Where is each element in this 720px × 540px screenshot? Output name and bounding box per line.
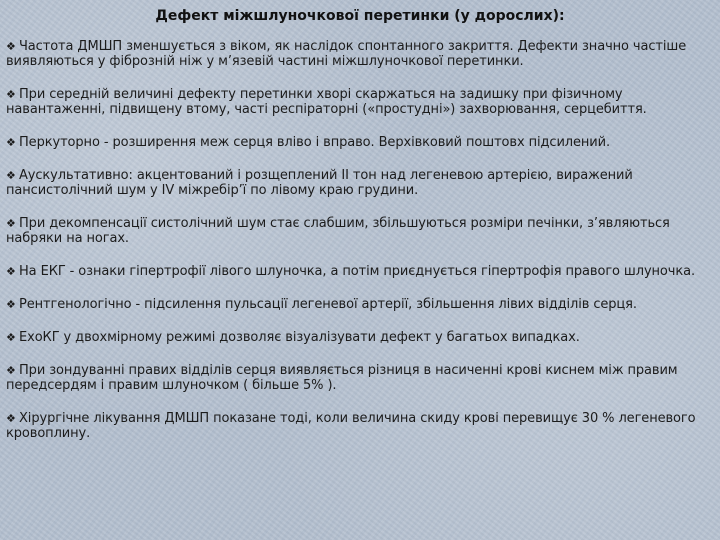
list-item-text: Перкуторно - розширення меж серця вліво і вправо. Верхівковий поштовх підсилений. <box>19 135 611 150</box>
diamond-star-bullet-icon: ❖ <box>6 136 16 149</box>
list-item <box>6 411 710 441</box>
diamond-star-bullet-icon: ❖ <box>6 298 16 311</box>
diamond-star-bullet-icon: ❖ <box>6 364 16 377</box>
list-item-text: Рентгенологічно - підсилення пульсації легеневої артерії, збільшення лівих відділів серця. <box>19 297 637 312</box>
list-item <box>6 216 710 246</box>
list-item <box>6 87 710 117</box>
list-item-text: Хірургічне лікування ДМШП показане тоді, коли величина скиду крові перевищує 30 % легеневого кровоплину. <box>6 411 696 441</box>
list-item-text: При зондуванні правих відділів серця виявляється різниця в насиченні крові киснем між правим передсердям і правим шлуночком ( більше 5% ). <box>6 363 678 393</box>
list-item-text: Частота ДМШП зменшується з віком, як наслідок спонтанного закриття. Дефекти значно частіше виявляються у фіброзній ніж у м’язевій частині міжшлуночкової перетинки. <box>6 39 687 69</box>
list-item-text: На ЕКГ - ознаки гіпертрофії лівого шлуночка, а потім приєднується гіпертрофія правого шлуночка. <box>19 264 696 279</box>
diamond-star-bullet-icon: ❖ <box>6 88 16 101</box>
list-item <box>6 39 710 69</box>
diamond-star-bullet-icon: ❖ <box>6 217 16 230</box>
list-item <box>6 168 710 198</box>
list-item <box>6 330 710 345</box>
diamond-star-bullet-icon: ❖ <box>6 169 16 182</box>
list-item-text: ЕхоКГ у двохмірному режимі дозволяє візуалізувати дефект у багатьох випадках. <box>19 330 580 345</box>
list-item <box>6 264 710 279</box>
list-item-text: При середній величині дефекту перетинки хворі скаржаться на задишку при фізичному навантаженні, підвищену втому, часті респіраторні («простудні») захворювання, серцебиття. <box>6 87 647 117</box>
diamond-star-bullet-icon: ❖ <box>6 412 16 425</box>
slide-title: Дефект міжшлуночкової перетинки (у дорослих): <box>155 8 565 24</box>
list-item-text: Аускультативно: акцентований і розщеплений ІІ тон над легеневою артерією, виражений пансистолічний шум у ІV міжребір’ї по лівому краю грудини. <box>6 168 633 198</box>
diamond-star-bullet-icon: ❖ <box>6 40 16 53</box>
diamond-star-bullet-icon: ❖ <box>6 331 16 344</box>
list-item <box>6 297 710 312</box>
list-item-text: При декомпенсації систолічний шум стає слабшим, збільшуються розміри печінки, з’являються набряки на ногах. <box>6 216 670 246</box>
list-item <box>6 363 710 393</box>
bullet-list <box>6 39 710 459</box>
diamond-star-bullet-icon: ❖ <box>6 265 16 278</box>
list-item <box>6 135 710 150</box>
